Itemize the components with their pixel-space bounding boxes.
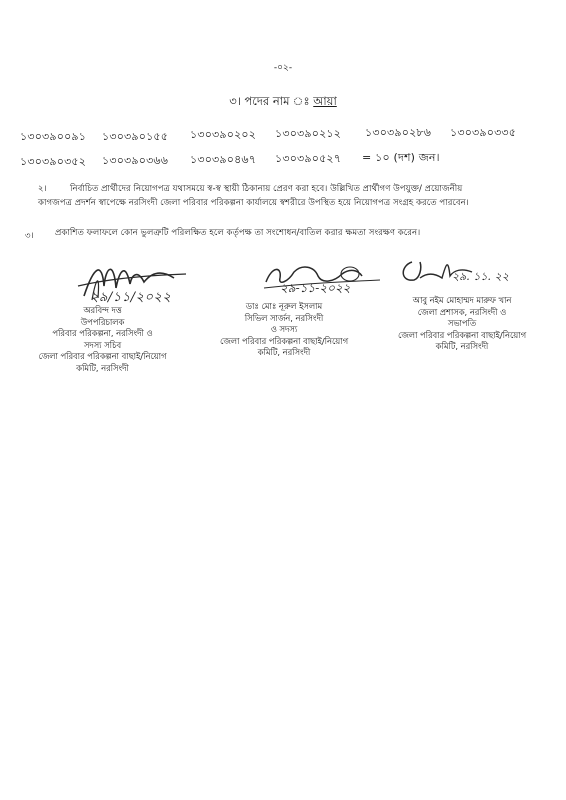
signatory-line: সদস্য সচিব: [83, 339, 122, 350]
roll-number: ১৩০৩৯০১৫৫: [102, 130, 169, 143]
roll-total: = ১০ (দশ) জন।: [362, 151, 440, 164]
signatory-name: অরবিন্দ দত্ত: [83, 305, 122, 315]
post-name: আয়া: [313, 94, 337, 108]
roll-number: ১৩০৩৯০২৮৬: [365, 126, 432, 139]
clause-number: ৩।: [25, 231, 34, 241]
roll-number: ১৩০৩৯০৫২৭: [275, 152, 342, 165]
signatory-line: সিভিল সার্জন, নরসিংদী: [244, 312, 324, 323]
roll-number: ১৩০৩৯০০৯১: [20, 130, 87, 143]
clause-text: প্রকাশিত ফলাফলে কোন ভুলত্রুটি পরিলক্ষিত হলে কর্তৃপক্ষ তা সংশোধন/বাতিল করার ক্ষমতা সংরক্ষণ করেন।: [55, 228, 421, 238]
signatory-line: কমিটি, নরসিংদী: [435, 341, 489, 351]
roll-number: ১৩০৩৯০৩৩৫: [450, 126, 517, 139]
signatory-line: জেলা প্রশাসক, নরসিংদী ও: [417, 306, 507, 317]
signatory-line: পরিবার পরিকল্পনা, নরসিংদী ও: [52, 328, 153, 338]
signatory-line: জেলা পরিবার পরিকল্পনা বাছাই/নিয়োগ: [38, 351, 167, 361]
signatory-line: কমিটি, নরসিংদী: [257, 347, 311, 357]
signature-date-right: ২৯. ১১. ২২: [452, 270, 509, 283]
clause-number: ২।: [38, 184, 47, 194]
signatory-middle: [200, 301, 368, 359]
signatory-name: আবু নইম মোহাম্মদ মারুফ খান: [412, 295, 512, 305]
roll-number: ১৩০৩৯০৪৬৭: [190, 153, 257, 166]
signatory-line: জেলা পরিবার পরিকল্পনা বাছাই/নিয়োগ: [219, 335, 349, 346]
signatory-line: সভাপতি: [447, 318, 477, 328]
signatory-right: [374, 295, 550, 353]
signatory-line: ও সদস্য: [270, 324, 298, 334]
signatory-left: [20, 305, 185, 374]
roll-number: ১৩০৩৯০৩৬৬: [102, 154, 169, 167]
roll-number: ১৩০৩৯০২০২: [190, 128, 257, 141]
signature-date-left: ২৯/১১/২০২২: [90, 290, 172, 305]
post-title-prefix: ৩। পদের নাম ঃ: [229, 94, 310, 108]
signatory-name: ডাঃ মোঃ নূরুল ইসলাম: [245, 301, 323, 311]
signatory-line: জেলা পরিবার পরিকল্পনা বাছাই/নিয়োগ: [397, 329, 527, 340]
post-title: [0, 93, 566, 112]
roll-number: ১৩০৩৯০২১২: [275, 127, 342, 140]
roll-number: ১৩০৩৯০৩৫২: [20, 155, 87, 168]
page-number: -০২-: [273, 63, 293, 73]
clause-text: কাগজপত্র প্রদর্শন স্বাপেক্ষে নরসিংদী জেলা পরিবার পরিকল্পনা কার্যালয়ে স্বশরীরে উপস্থিত হয়ে নিয়োগপত্র সংগ্রহ করতে পারবেন।: [38, 198, 469, 208]
signatory-line: কমিটি, নরসিংদী: [76, 362, 129, 373]
signatory-title: উপপরিচালক: [80, 316, 125, 327]
signature-date-middle: ২৯-১১-২০২২: [280, 281, 351, 295]
clause-text: নির্বাচিত প্রার্থীদের নিয়োগপত্র যথাসময়ে স্ব-স্ব স্থায়ী ঠিকানায় প্রেরণ করা হবে। উল্লিখিত প্রার্থীগণ উপযুক্ত/ প্রয়োজনীয়: [70, 184, 463, 194]
